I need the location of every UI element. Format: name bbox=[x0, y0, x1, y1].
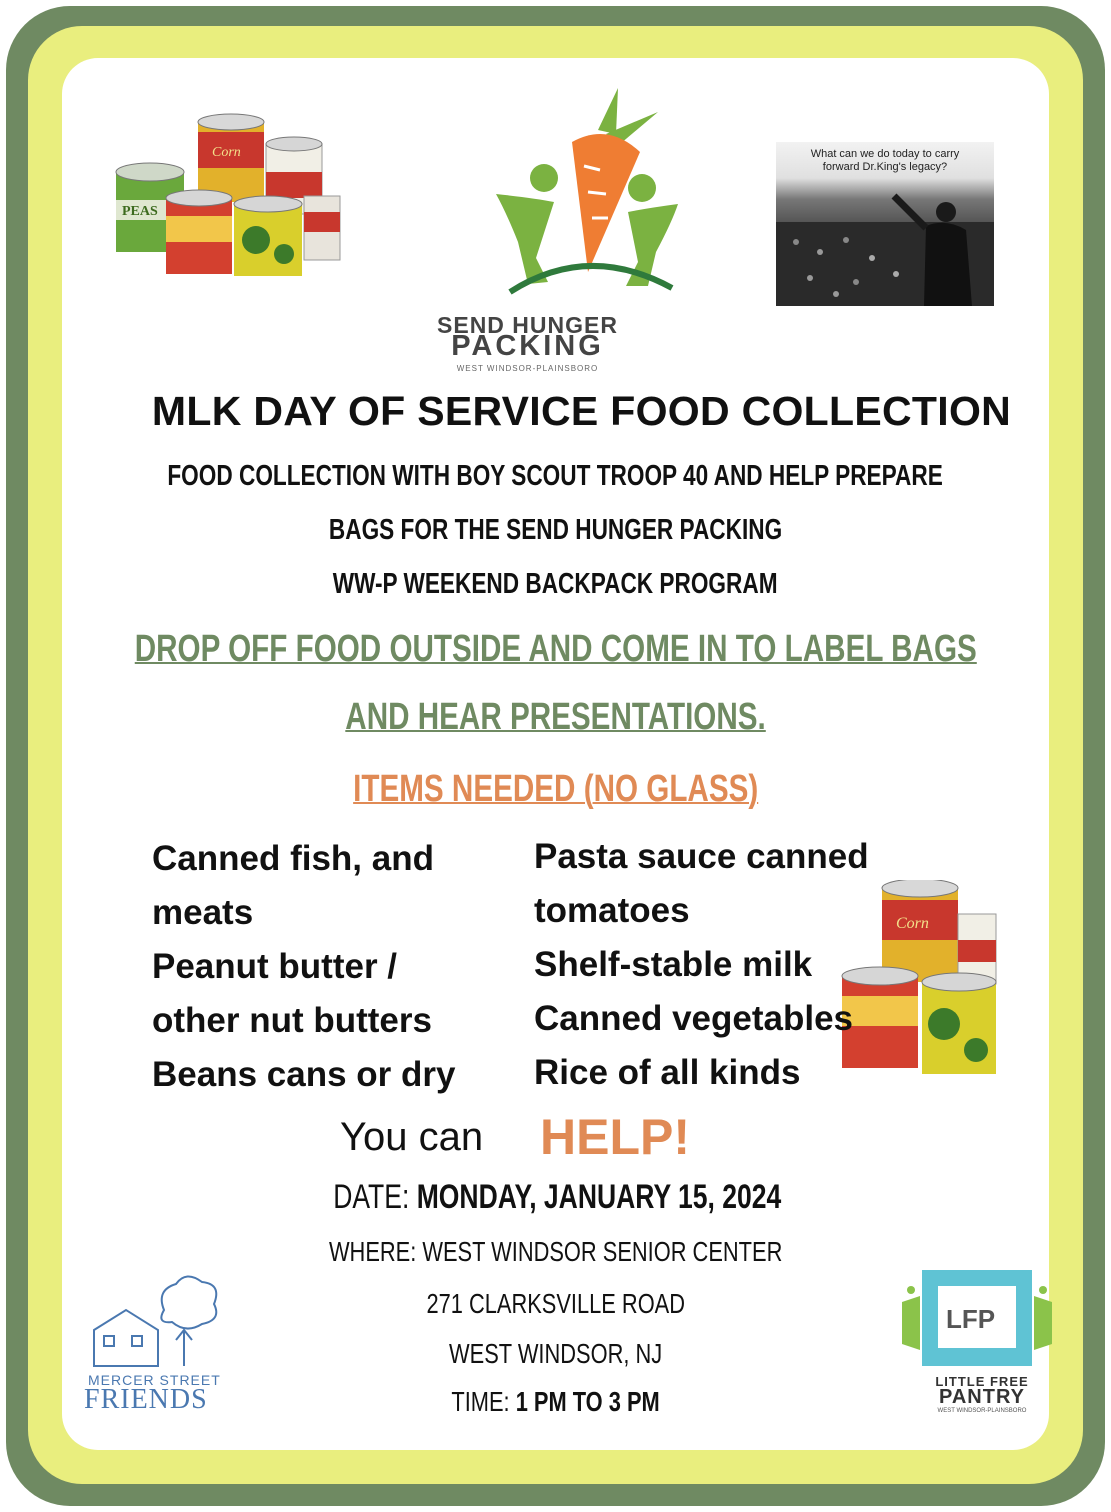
items-left-list bbox=[152, 832, 455, 1102]
lfp-line1: LITTLE FREE bbox=[935, 1374, 1029, 1389]
green-can-icon bbox=[922, 973, 996, 1074]
help-word: HELP! bbox=[540, 1109, 690, 1165]
green-can-icon bbox=[234, 196, 302, 276]
subtitle-line1: FOOD COLLECTION WITH BOY SCOUT TROOP 40 AND HELP PREPARE bbox=[167, 460, 944, 492]
items-right-list bbox=[534, 830, 869, 1100]
list-item: Rice of all kinds bbox=[534, 1053, 801, 1092]
mercer-line1: MERCER STREET bbox=[88, 1372, 221, 1388]
date-label: DATE: bbox=[333, 1178, 410, 1216]
list-item: Beans cans or dry bbox=[152, 1055, 456, 1094]
list-item: other nut butters bbox=[152, 1001, 432, 1040]
page-title: MLK DAY OF SERVICE FOOD COLLECTION bbox=[151, 388, 1012, 434]
crowd-silhouette-icon bbox=[776, 182, 994, 306]
time-value: 1 PM TO 3 PM bbox=[515, 1386, 660, 1417]
dropoff-line2: AND HEAR PRESENTATIONS. bbox=[345, 696, 766, 738]
list-item: Canned fish, and bbox=[152, 839, 434, 878]
logo-line3: WEST WINDSOR-PLAINSBORO bbox=[456, 364, 599, 373]
photo-caption-line2: forward Dr.King's legacy? bbox=[822, 161, 948, 173]
mercer-line2: FRIENDS bbox=[84, 1384, 208, 1415]
lfp-line3: WEST WINDSOR-PLAINSBORO bbox=[937, 1408, 1027, 1414]
date-value: MONDAY, JANUARY 15, 2024 bbox=[416, 1178, 782, 1216]
house-tree-icon bbox=[94, 1276, 216, 1366]
list-item: Canned vegetables bbox=[534, 999, 853, 1038]
list-item: Shelf-stable milk bbox=[534, 945, 813, 984]
list-item: Peanut butter / bbox=[152, 947, 398, 986]
where-value: WEST WINDSOR SENIOR CENTER bbox=[422, 1236, 783, 1267]
logo-line2: PACKING bbox=[451, 330, 604, 362]
list-item: meats bbox=[152, 893, 254, 932]
dropoff-line1: DROP OFF FOOD OUTSIDE AND COME IN TO LABEL BAGS bbox=[134, 628, 977, 670]
logo-line1: SEND HUNGER bbox=[437, 312, 618, 338]
where-label: WHERE: bbox=[328, 1236, 417, 1267]
corn-label: Corn bbox=[212, 145, 241, 160]
photo-caption-line1: What can we do today to carry bbox=[810, 148, 960, 160]
corn-can-icon bbox=[882, 880, 958, 982]
little-free-pantry-logo bbox=[902, 1262, 1056, 1372]
corn-label-right: Corn bbox=[896, 915, 929, 932]
items-heading: ITEMS NEEDED (NO GLASS) bbox=[352, 768, 759, 810]
photo-caption bbox=[776, 148, 994, 174]
mlk-speech-photo bbox=[776, 142, 994, 306]
help-prefix: You can bbox=[340, 1115, 484, 1159]
send-hunger-packing-logo bbox=[488, 82, 688, 308]
lfp-line2: PANTRY bbox=[939, 1386, 1025, 1408]
subtitle-line2: BAGS FOR THE SEND HUNGER PACKING bbox=[328, 514, 783, 546]
canned-goods-illustration bbox=[108, 112, 348, 282]
peas-label: PEAS bbox=[122, 204, 158, 219]
list-item: Pasta sauce canned bbox=[534, 837, 869, 876]
side-can-icon bbox=[304, 196, 340, 260]
address-line1: 271 CLARKSVILLE ROAD bbox=[426, 1288, 685, 1319]
time-label: TIME: bbox=[451, 1386, 510, 1417]
lfp-badge: LFP bbox=[946, 1304, 996, 1334]
address-line2: WEST WINDSOR, NJ bbox=[448, 1338, 663, 1369]
list-item: tomatoes bbox=[534, 891, 690, 930]
corn-can-icon bbox=[198, 114, 264, 202]
spaghetti-can-icon bbox=[166, 190, 232, 274]
subtitle-line3: WW-P WEEKEND BACKPACK PROGRAM bbox=[333, 568, 778, 600]
mercer-street-friends-logo bbox=[86, 1270, 226, 1370]
